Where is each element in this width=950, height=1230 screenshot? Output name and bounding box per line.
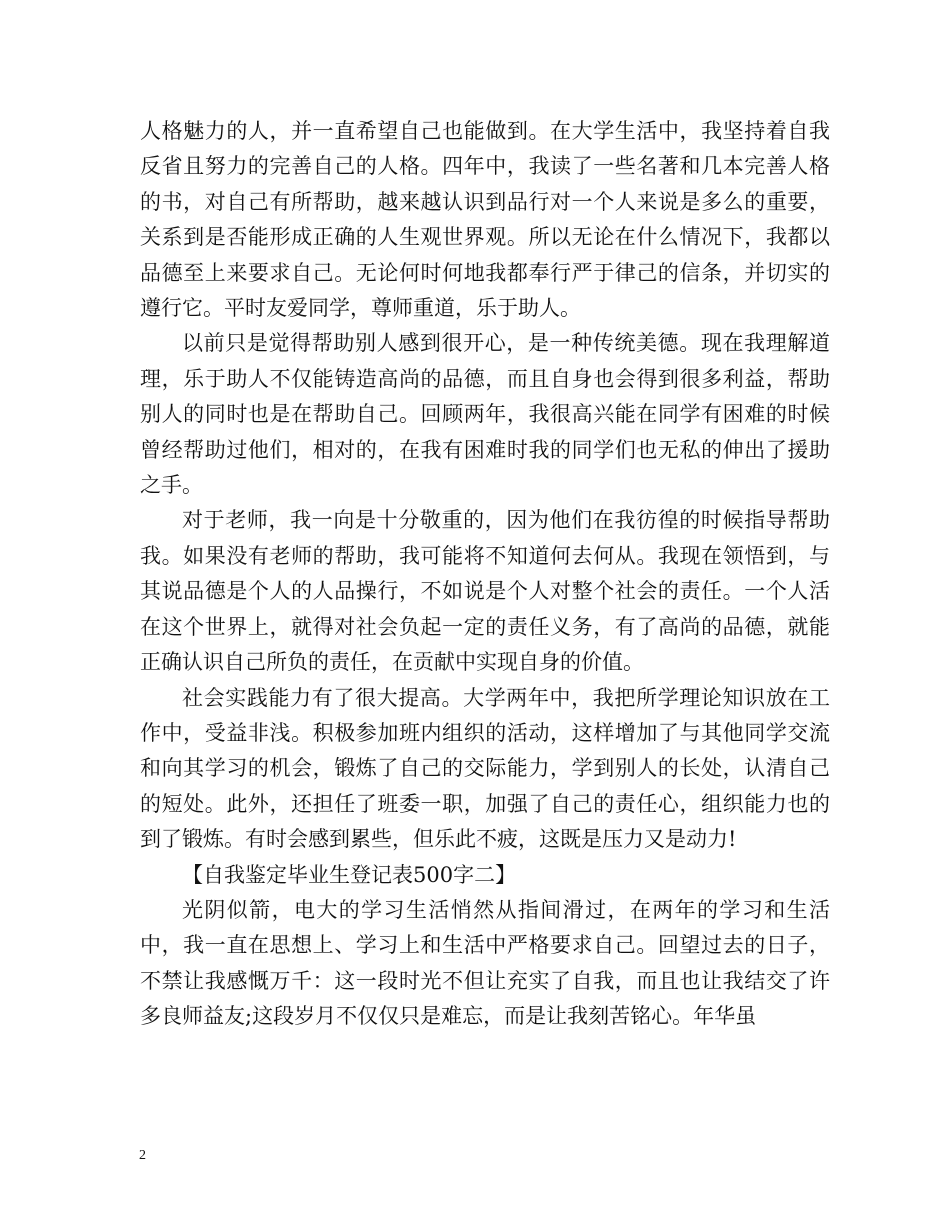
section-heading: 【自我鉴定毕业生登记表500字二】 [182,862,517,887]
paragraph-3: 对于老师，我一向是十分敬重的，因为他们在我彷徨的时候指导帮助我。如果没有老师的帮助，我可能将不知道何去何从。我现在领悟到，与其说品德是个人的人品操行，不如说是个人对整个社会的责任。一个人活在这个世界上，就得对社会负起一定的责任义务，有了高尚的品德，就能正确认识自己所负的责任，在贡献中实现自身的价值。 [140,508,830,675]
paragraph-2: 以前只是觉得帮助别人感到很开心，是一种传统美德。现在我理解道理，乐于助人不仅能铸造高尚的品德，而且自身也会得到很多利益，帮助别人的同时也是在帮助自己。回顾两年，我很高兴能在同学有困难的时候曾经帮助过他们，相对的，在我有困难时我的同学们也无私的伸出了援助之手。 [140,331,830,498]
paragraph-4: 社会实践能力有了很大提高。大学两年中，我把所学理论知识放在工作中，受益非浅。积极参加班内组织的活动，这样增加了与其他同学交流和向其学习的机会，锻炼了自己的交际能力，学到别人的长处，认清自己的短处。此外，还担任了班委一职，加强了自己的责任心，组织能力也的到了锻炼。有时会感到累些，但乐此不疲，这既是压力又是动力! [140,685,830,852]
page-number: 2 [139,1148,146,1163]
document-body [140,114,830,1035]
paragraph-5: 光阴似箭，电大的学习生活悄然从指间滑过，在两年的学习和生活中，我一直在思想上、学习上和生活中严格要求自己。回望过去的日子，不禁让我感慨万千：这一段时光不但让充实了自我，而且也让我结交了许多良师益友;这段岁月不仅仅只是难忘，而是让我刻苦铭心。年华虽 [140,897,830,1029]
paragraph-1: 人格魅力的人，并一直希望自己也能做到。在大学生活中，我坚持着自我反省且努力的完善自己的人格。四年中，我读了一些名著和几本完善人格的书，对自己有所帮助，越来越认识到品行对一个人来说是多么的重要，关系到是否能形成正确的人生观世界观。所以无论在什么情况下，我都以品德至上来要求自己。无论何时何地我都奉行严于律己的信条，并切实的遵行它。平时友爱同学，尊师重道，乐于助人。 [140,119,830,321]
